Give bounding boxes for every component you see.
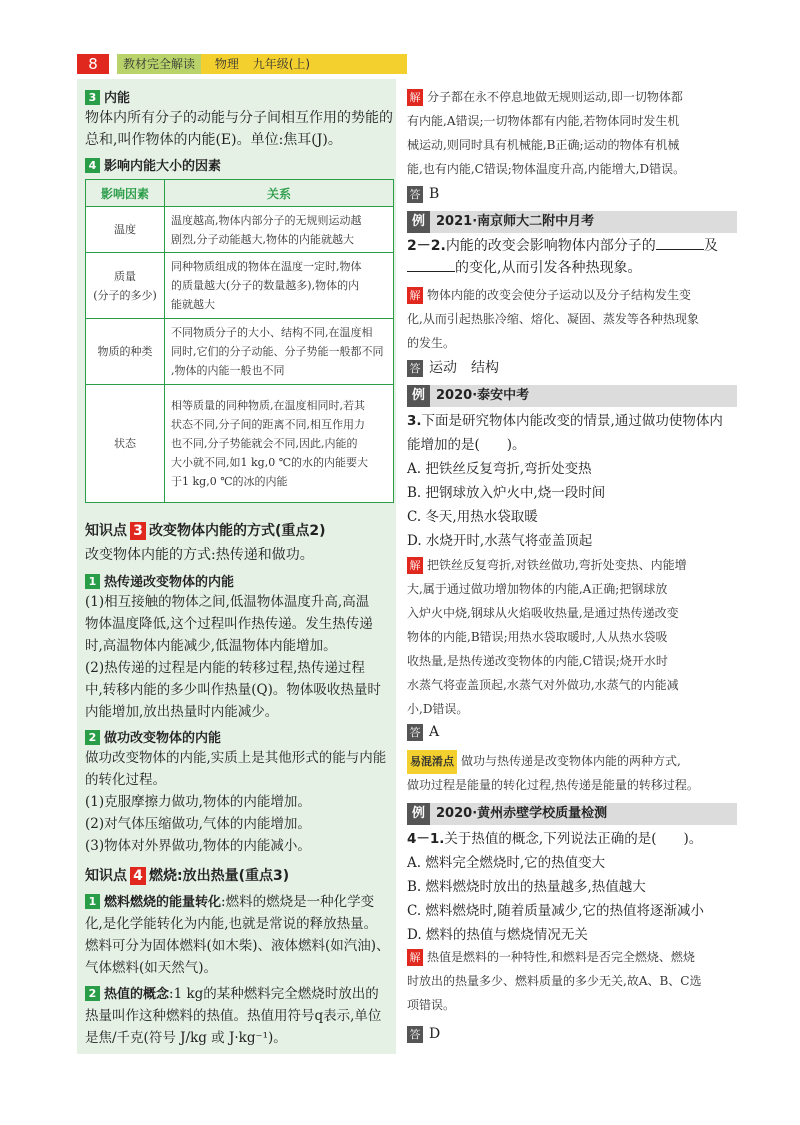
option-line: C. 冬天,用热水袋取暖 bbox=[407, 509, 538, 525]
section-4-heading: 4 影响内能大小的因素 bbox=[85, 155, 221, 174]
option-line: B. 燃料燃烧时放出的热量越多,热值越大 bbox=[407, 879, 646, 895]
text-line: (3)物体对外界做功,物体的内能减小。 bbox=[85, 838, 311, 854]
question-line: 3.下面是研究物体内能改变的情景,通过做功使物体内 bbox=[407, 413, 723, 429]
example-source-bar: 例 2021·南京师大二附中月考 bbox=[407, 211, 737, 233]
example-source-bar: 例 2020·泰安中考 bbox=[407, 385, 737, 407]
factor-cell: 物质的种类 bbox=[86, 319, 165, 385]
text-line: 热量叫作这种燃料的热值。热值用符号q表示,单位 bbox=[85, 1008, 382, 1024]
grade: 九年级(上) bbox=[252, 57, 311, 71]
option-line: A. 燃料完全燃烧时,它的热值变大 bbox=[407, 855, 606, 871]
table-row bbox=[86, 253, 394, 319]
inline-heading: 1 燃料燃烧的能量转化 bbox=[85, 895, 221, 910]
text-line: 2 热值的概念:1 kg的某种燃料完全燃烧时放出的 bbox=[85, 983, 425, 1006]
confusable-badge: 易混淆点 bbox=[407, 750, 457, 774]
text-line: 中,转移内能的多少叫作热量(Q)。物体吸收热量时 bbox=[85, 682, 381, 698]
relation-cell: 不同物质分子的大小、结构不同,在温度相 同时,它们的分子动能、分子势能一般都不同 ,物体的内能一般也不同 bbox=[165, 319, 394, 385]
knowledge-point-4-heading: 知识点 4 燃烧:放出热量(重点3) bbox=[85, 868, 290, 884]
question-line: 的变化,从而引发各种热现象。 bbox=[407, 257, 641, 279]
section-number: 3 bbox=[85, 90, 100, 105]
inline-heading: 2 热值的概念 bbox=[85, 987, 169, 1002]
factor-cell: 状态 bbox=[86, 385, 165, 503]
explanation-line: 项错误。 bbox=[407, 998, 456, 1012]
explanation-line: 化,从而引起热胀冷缩、熔化、凝固、蒸发等各种热现象 bbox=[407, 312, 699, 326]
factor-table bbox=[85, 179, 394, 503]
text-line: 气体燃料(如天然气)。 bbox=[85, 960, 218, 976]
text-line: 化,是化学能转化为内能,也就是常说的释放热量。 bbox=[85, 916, 378, 932]
work-heading: 2 做功改变物体的内能 bbox=[85, 727, 221, 746]
text-line: (1)相互接触的物体之间,低温物体温度升高,高温 bbox=[85, 594, 370, 610]
subject: 物理 bbox=[214, 57, 239, 71]
explanation-line: 入炉火中烧,钢球从火焰吸收热量,是通过热传递改变 bbox=[407, 606, 679, 620]
jie-badge: 解 bbox=[407, 949, 423, 966]
table-row bbox=[86, 319, 394, 385]
definition-line: 总和,叫作物体的内能(E)。单位:焦耳(J)。 bbox=[85, 132, 342, 148]
question-line: 4－1.关于热值的概念,下列说法正确的是( )。 bbox=[407, 831, 703, 847]
question-line: 2－2.内能的改变会影响物体内部分子的 及 bbox=[407, 235, 718, 257]
option-line: D. 燃料的热值与燃烧情况无关 bbox=[407, 927, 588, 943]
page-number: 8 bbox=[77, 54, 109, 74]
explanation-line: 械运动,则同时具有机械能,B正确;运动的物体有机械 bbox=[407, 138, 680, 152]
knowledge-point-3-heading: 知识点 3 改变物体内能的方式(重点2) bbox=[85, 523, 326, 539]
jie-badge: 解 bbox=[407, 287, 423, 304]
jie-badge: 解 bbox=[407, 557, 423, 574]
note-line: 做功过程是能量的转化过程,热传递是能量的转移过程。 bbox=[407, 778, 699, 792]
jie-badge: 解 bbox=[407, 89, 423, 106]
option-line: A. 把铁丝反复弯折,弯折处变热 bbox=[407, 461, 592, 477]
explanation-line: 解 分子都在永不停息地做无规则运动,即一切物体都 bbox=[407, 85, 737, 109]
question-line: 能增加的是( )。 bbox=[407, 437, 526, 453]
answer: 答 A bbox=[407, 721, 439, 743]
relation-cell: 同种物质组成的物体在温度一定时,物体 的质量越大(分子的数量越多),物体的内 能就越大 bbox=[165, 253, 394, 319]
text-line: 燃料可分为固体燃料(如木柴)、液体燃料(如汽油)、 bbox=[85, 938, 390, 954]
table-row bbox=[86, 385, 394, 503]
relation-cell: 相等质量的同种物质,在温度相同时,若其 状态不同,分子间的距离不同,相互作用力 也不同,分子势能就会不同,因此,内能的 大小就不同,如1 kg,0 ℃的水的内能要大 于1 kg,0 ℃的冰的内能 bbox=[165, 385, 394, 503]
explanation-line: 收热量,是热传递改变物体的内能,C错误;烧开水时 bbox=[407, 654, 668, 668]
answer: 答 B bbox=[407, 183, 439, 205]
example-source-bar: 例 2020·黄州赤壁学校质量检测 bbox=[407, 803, 737, 825]
explanation-line: 时放出的热量多少、燃料质量的多少无关,故A、B、C选 bbox=[407, 974, 702, 988]
table-row bbox=[86, 207, 394, 253]
text-line: (1)克服摩擦力做功,物体的内能增加。 bbox=[85, 794, 311, 810]
table-header: 影响因素 bbox=[86, 180, 165, 207]
question-number: 3. bbox=[407, 413, 422, 429]
knowledge-column bbox=[77, 79, 396, 1054]
section-number: 2 bbox=[85, 986, 100, 1001]
explanation-line: 能,也有内能,C错误;物体温度升高,内能增大,D错误。 bbox=[407, 162, 686, 176]
table-header: 关系 bbox=[165, 180, 394, 207]
answer: 答 运动 结构 bbox=[407, 357, 499, 379]
explanation-line: 解 热值是燃料的一种特性,和燃料是否完全燃烧、燃烧 bbox=[407, 945, 737, 969]
option-line: B. 把钢球放入炉火中,烧一段时间 bbox=[407, 485, 606, 501]
explanation-line: 水蒸气将壶盖顶起,水蒸气对外做功,水蒸气的内能减 bbox=[407, 678, 679, 692]
explanation-line: 解 把铁丝反复弯折,对铁丝做功,弯折处变热、内能增 bbox=[407, 553, 737, 577]
explanation-line: 小,D错误。 bbox=[407, 702, 469, 716]
text-line: (2)热传递的过程是内能的转移过程,热传递过程 bbox=[85, 660, 365, 676]
section-number: 4 bbox=[85, 158, 100, 173]
intro-line: 改变物体内能的方式:热传递和做功。 bbox=[85, 547, 314, 563]
relation-cell: 温度越高,物体内部分子的无规则运动越 剧烈,分子动能越大,物体的内能就越大 bbox=[165, 207, 394, 253]
book-title: 教材完全解读 bbox=[117, 54, 201, 74]
section-3-heading: 3 内能 bbox=[85, 87, 130, 106]
header-bar bbox=[117, 54, 407, 74]
text-line: 做功改变物体的内能,实质上是其他形式的能与内能 bbox=[85, 750, 387, 766]
explanation-line: 有内能,A错误;一切物体都有内能,若物体同时发生机 bbox=[407, 114, 680, 128]
explanation-line: 的发生。 bbox=[407, 336, 456, 350]
explanation-line: 物体的内能,B错误;用热水袋取暖时,人从热水袋吸 bbox=[407, 630, 668, 644]
definition-line: 物体内所有分子的动能与分子间相互作用的势能的 bbox=[85, 110, 393, 126]
explanation-line: 大,属于通过做功增加物体的内能,A正确;把钢球放 bbox=[407, 582, 668, 596]
question-number: 4－1. bbox=[407, 831, 445, 847]
text-line: 内能增加,放出热量时内能减少。 bbox=[85, 704, 279, 720]
text-line: (2)对气体压缩做功,气体的内能增加。 bbox=[85, 816, 311, 832]
answer: 答 D bbox=[407, 1023, 440, 1045]
section-number: 1 bbox=[85, 894, 100, 909]
text-line: 的转化过程。 bbox=[85, 772, 166, 788]
text-line: 是焦/千克(符号 J/kg 或 J·kg⁻¹)。 bbox=[85, 1030, 287, 1046]
note-line: 易混淆点 做功与热传递是改变物体内能的两种方式, bbox=[407, 749, 737, 774]
option-line: D. 水烧开时,水蒸气将壶盖顶起 bbox=[407, 533, 593, 549]
explanation-line: 解 物体内能的改变会使分子运动以及分子结构发生变 bbox=[407, 283, 737, 307]
heat-transfer-heading: 1 热传递改变物体的内能 bbox=[85, 571, 234, 590]
text-line: 物体温度降低,这个过程叫作热传递。发生热传递 bbox=[85, 616, 373, 632]
option-line: C. 燃料燃烧时,随着质量减少,它的热值将逐渐减小 bbox=[407, 903, 705, 919]
factor-cell: 质量 (分子的多少) bbox=[86, 253, 165, 319]
text-line: 时,高温物体内能减少,低温物体内能增加。 bbox=[85, 638, 337, 654]
factor-cell: 温度 bbox=[86, 207, 165, 253]
text-line: 1 燃料燃烧的能量转化:燃料的燃烧是一种化学变 bbox=[85, 891, 425, 914]
